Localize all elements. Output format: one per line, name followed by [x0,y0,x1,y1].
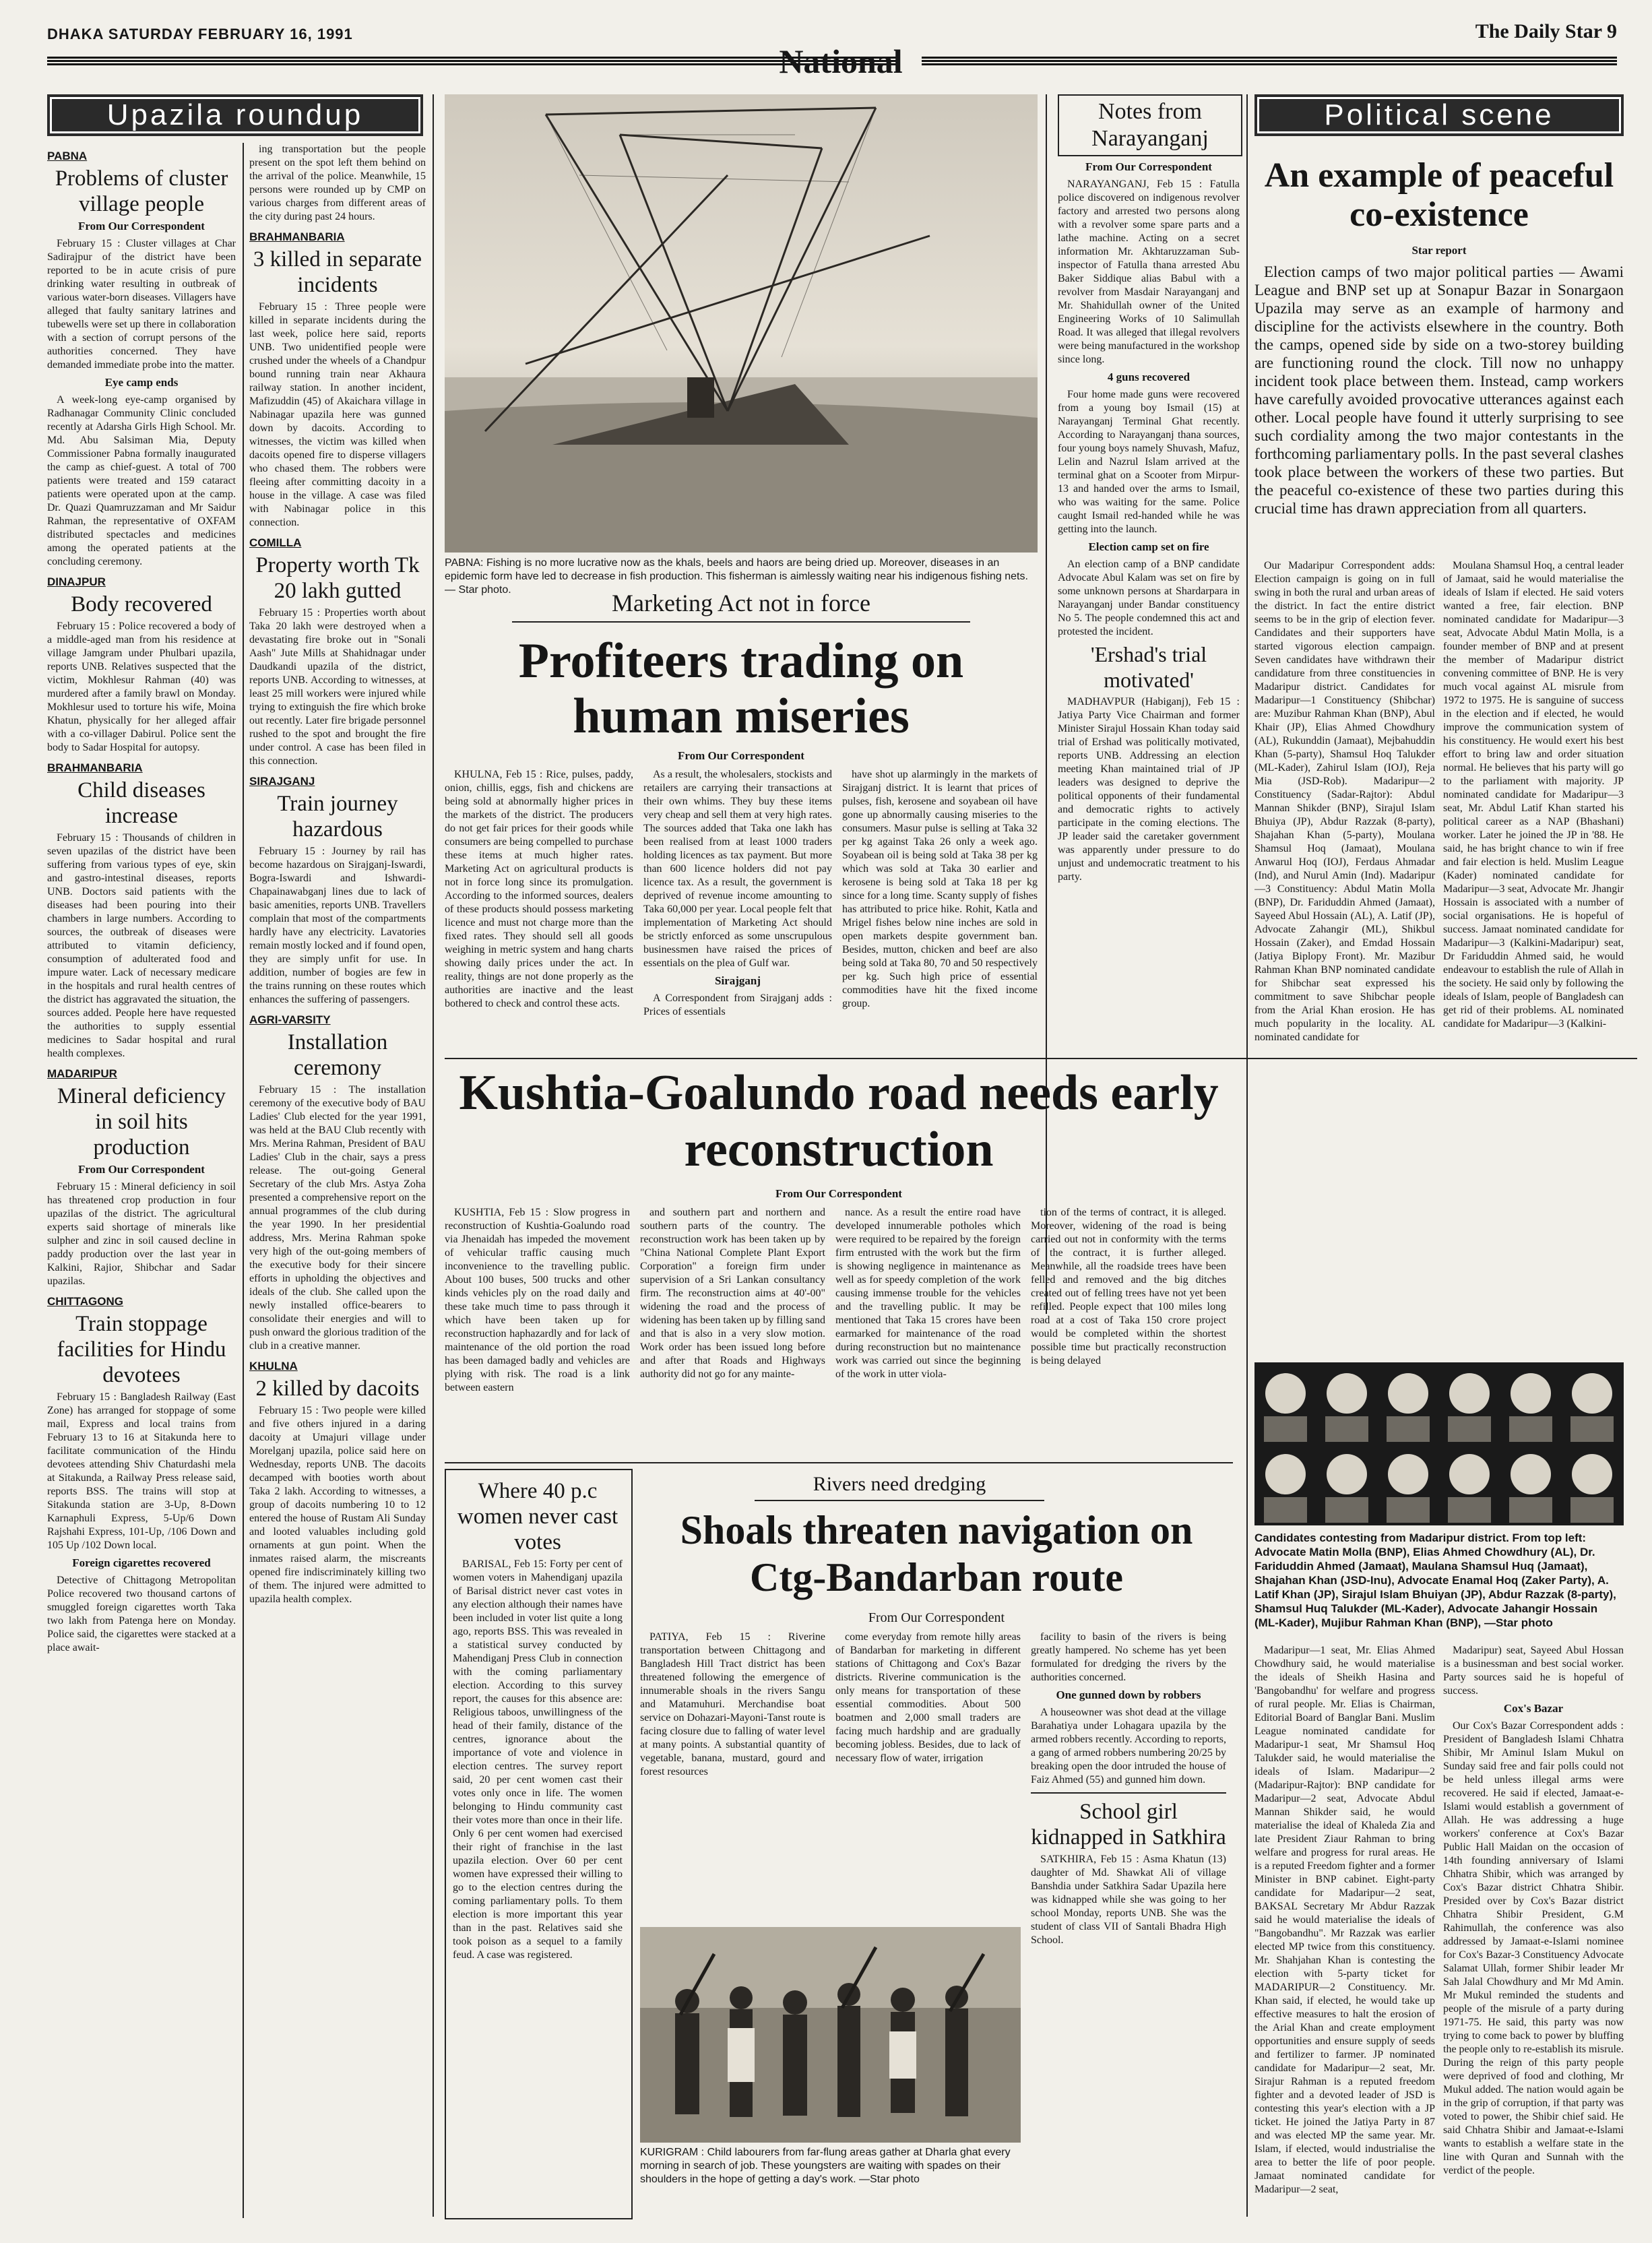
kicker-marketing-act: Marketing Act not in force [612,590,870,617]
story-body: Four home made guns were recovered from a young boy Ismail (15) at Narayanganj Terminal Ghat recently. According to Narayanganj thana sources, four young boys namely Shuvash, Mafuz, Lelin and Nazrul Islam arrived at the terminal ghat on a Scooter from Mirpur-13 and handed over the arms to Ismail, who was waiting for the same. Police caught Ismail red-handed while he was getting into the launch. [1058,389,1240,535]
headline-installation: Installation ceremony [287,1030,388,1080]
byline: From Our Correspondent [775,1187,902,1200]
column-rule [243,143,244,2218]
kushtia-column-4 [1031,1206,1226,1455]
story-body: NARAYANGANJ, Feb 15 : Fatulla police discovered on indigenous revolver factory and arrested two persons along with a revolver some spare parts and a lathe machine. Acting on a secret information Mr. Akhtaruzzaman Sub-inspector of Fatulla thana arrested Abu Baker Siddique alias Babul with a revolver from Masdair Narayanganj and Mr. Shahidullah owner of the United Engineering Works of 10 Salimullah Road. It was alleged that illegal revolvers were being manufactured in the workshop since long. [1058,179,1240,365]
story-body: February 15 : Properties worth about Taka 20 lakh were destroyed when a devastating fire broke out in "Sonali Aash" Jute Mills at Shahidnagar under Daudkandi upazila of the district, reports UNB. According to witnesses, at least 25 mill workers were injured while trying to extinguish the fire which broke out recently. Later fire brigade personnel rushed to the spot and brought the fire under control. A case has been filed in this connection. [249,607,426,767]
subhead-coxs-bazar: Cox's Bazar [1503,1702,1564,1715]
story-body: tion of the terms of contract, it is alleged. Moreover, widening of the road is being carried out not in conformity with the terms of the contract, it is further alleged. Meanwhile, all the roadside trees have been felled and removed and the big ditches created out of felling trees have not yet been refilled. People expect that 100 miles long road at a cost of Taka 150 crore project would be completed within the shortest possible time but practically reconstruction is being delayed [1031,1207,1226,1366]
candidate-portraits [1254,1362,1624,1525]
subhead-sirajganj: Sirajganj [715,974,761,987]
story-body: An election camp of a BNP candidate Advocate Abul Kalam was set on fire by some unknown persons at Shardarpara in Narayanganj under Bandar constituency No 5. The people condemned this act and protested the incident. [1058,559,1240,637]
story-body: PATIYA, Feb 15 : Riverine transportation between Chittagong and Bangladesh Hill Tract district has been threatened following the emergence of innumerable shoals in the rivers Sangu and Matamuhuri. Merchandise boat service on Dohazari-Mayoni-Tanst route is facing closure due to falling of water level at many points. A substantial quantity of vegetable, banana, mustard, gourd and forest resources [640,1631,825,1777]
dateline: DHAKA SATURDAY FEBRUARY 16, 1991 [47,26,353,42]
kushtia-column-1 [445,1206,630,1455]
political-column-3 [1254,1644,1435,2217]
headline-cluster-village: Problems of cluster village people [55,166,228,216]
notes-column [1058,159,1240,1052]
subhead-eye-camp: Eye camp ends [104,376,179,389]
caption-text: KURIGRAM : Child labourers from far-flung areas gather at Dharla ghat every morning in search of job. These youngsters are waiting with spades on their shoulders in the hope of getting a day's work. [640,2147,1011,2185]
story-body: February 15 : Thousands of children in seven upazilas of the district have been suffering from various types of eye, skin and gastro-intestinal diseases, reports UNB. Doctors said patients with the diseases had been pouring into their chambers in large numbers. According to sources, the outbreak of diseases were attributed to vitamin deficiency, consumption of adulterated food and impure water. Lack of necessary medicare in the hospitals and rural health centres of the district has aggravated the situation, the sources added. People here have requested the authorities to supply essential medicines to Sadar hospital and rural health complexes. [47,832,236,1059]
story-body: Madaripur—1 seat, Mr. Elias Ahmed Chowdhury said, he would materialise the ideals of Sheikh Hasina and 'Bangobandhu' for welfare and progress of rural people. Mr. Elias is Chairman, Editorial Board of Banglar Bani. Muslim League nominated candidate for Madaripur-1 seat, Mr Shamsul Hoq Talukder said, he would materialise the ideals of Islam. Madaripur—2 (Madaripur-Rajtor): BNP candidate for Madaripur—2 seat, Advocate Abdul Mannan Shikder said, he would materialise the ideal of Khaleda Zia and late President Ziaur Rahman to bring welfare and progress for rural areas. He is a reputed Freedom fighter and a former Minister in BNP cabinet. Eight-party candidate for Madaripur—2 seat, BAKSAL Secretary Mr Abdur Razzak said he would materialise the ideals of "Bangobandhu". Mr Razzak was earlier elected MP twice from this constituency. Mr. Shahjahan Khan is contesting the election with 5-party ticket for MADARIPUR—2 Constituency. Mr. Khan said, if elected, he would take up effective measures to halt the erosion of the Arial Khan and create employment opportunities and ensure supply of seeds and fertilizer to farmer. JP nominated candidate for Madaripur—2 seat, Mr. Sirajur Rahman is a reputed freedom fighter and a devoted leader of JSD is contesting this year's election with a JP ticket. He joined the Jatiya Party in 87 and was elected MP the same year. Mr. Islam, if elected, would industrialise the area to better the life of poor people. Jamaat nominated candidate for Madaripur—2 seat, [1254,1645,1435,2195]
headline-women-votes: Where 40 p.c women never cast votes [457,1479,618,1554]
story-body: Detective of Chittagong Metropolitan Police recovered two thousand cartons of smuggled foreign cigarettes worth Taka two lakh from Patenga here on Monday. Police said, the cigarettes were stacked at a place await- [47,1575,236,1653]
kurigram-photo [640,1927,1021,2143]
tag-pabna: PABNA [47,150,88,162]
section-rule [445,1462,1233,1463]
header-rule-right [922,57,1617,66]
story-body: MADHAVPUR (Habiganj), Feb 15 : Jatiya Party Vice Chairman and former Minister Sirajul Hossain Khan today said trial of Ershad was politically motivated, reports UNB. Addressing an election meeting Khan maintained trial of JP leaders was designed to deprive the political opponents of their fundamental and democratic rights to actively participate in the coming elections. The JP leader said the caretaker government was apparently under pressure to do unjust and undemocratic treatment to his party. [1058,696,1240,883]
subhead-cigarettes: Foreign cigarettes recovered [72,1556,211,1569]
tag-brahmanbaria: BRAHMANBARIA [47,761,143,774]
photo-credit: —Star photo [859,2174,920,2185]
fishing-photo [445,94,1038,552]
story-rule [1031,1792,1226,1794]
market-column-2 [643,768,832,1051]
story-body: KHULNA, Feb 15 : Rice, pulses, paddy, onion, chillis, eggs, fish and chickens are being sold at abnormally higher prices in the markets of the district. The producers do not get fair prices for their goods while consumers are being compelled to purchase these items at much higher rates. Marketing Act on agricultural products is not in force long since its promulgation. According to the informed sources, dealers of these products should possess marketing licence and must not charge more than the fixed rates. They should sell all goods weighing in metric system and hang charts showing daily prices under the act. In reality, things are not done properly as the authorities are inactive and the least bothered to check and control these acts. [445,769,633,1009]
headline-dacoits: 2 killed by dacoits [255,1377,420,1401]
kicker-rule [755,1500,1044,1501]
headline-ershad: 'Ershad's trial motivated' [1090,642,1207,692]
story-body: nance. As a result the entire road have developed innumerable potholes which were required to be repaired by the foreign firm entrusted with the work but the firm is showing negligence in maintenance as well as for speedy completion of the work causing immense trouble for the vehicles and the travelling public. It may be mentioned that Taka 15 crores have been earmarked for maintenance of the road during reconstruction but no maintenance work was carried out since the beginning of the work in utter viola- [835,1207,1021,1380]
story-body: Election camps of two major political parties — Awami League and BNP set up at Sonapur Bazar in Sonargaon Upazila may serve as an example of harmony and discipline for the activists elsewhere in the country. Both the camps, opened side by side on a two-storey building are functioning round the clock. Till now no unhappy incident took place between them. Instead, camp workers have carefully avoided provocative utterances against each other. Local people have found it utterly surprising to see such cordiality among the two major contestants in the forthcoming parliamentary polls. In the past several clashes took place between the workers of these two parties. But the peaceful co-existence of these two parties during this crucial time has drawn appreciation from all quarters. [1254,263,1624,517]
candidates-caption [1254,1531,1624,1630]
story-body: February 15 : Mineral deficiency in soil has threatened crop production in four upazilas of the district. The agricultural experts said shortage of minerals like sulpher and zinc in soil caused decline in paddy production over the last year in Kalkini, Rajior, Shibchar and Sadar upazilas. [47,1181,236,1287]
story-body: facility to basin of the rivers is being greatly hampered. No scheme has yet been formulated for dredging the rivers by the authorities concerned. [1031,1631,1226,1683]
kushtia-column-2 [640,1206,825,1455]
kushtia-column-3 [835,1206,1021,1455]
story-continued: ing transportation but the people present on the spot left them behind on the arrival of the police. Meanwhile, 15 persons were rounded up by CMP on various charges from different areas of the city during past 24 hours. [249,144,426,222]
column-1 [47,143,236,2218]
subhead-guns: 4 guns recovered [1107,371,1190,383]
tag-dinajpur: DINAJPUR [47,575,106,588]
rivers-column-2 [835,1631,1021,1914]
column-rule [1246,94,1248,2217]
political-lead [1254,263,1624,554]
women-story [453,1476,623,2210]
candidates-photo-grid [1254,1362,1624,1525]
tag-madaripur: MADARIPUR [47,1067,117,1080]
caption-text: Candidates contesting from Madaripur district. From top left: Advocate Matin Molla (BNP), Elias Ahmed Chowdhury (AL), Dr. Fariduddin Ahmed (Jamaat), Maulana Shamsul Huq (Jamaat), Shajahan Khan (JSD-Inu), Advocate Enamal Hoq (Zaker Party), A. Latif Khan (JP), Sirajul Islam Bhuiyan (JP), Abdur Razzak (8-party), Shamsul Huq Talukder (ML-Kader), Advocate Jahangir Hossain (ML-Kader), Mujibur Rahman Khan (BNP), [1254,1531,1616,1629]
story-body: A Correspondent from Sirajganj adds : Prices of essentials [643,992,832,1017]
political-column-1 [1254,559,1435,1354]
market-column-3 [842,768,1038,1051]
kicker-rivers: Rivers need dredging [813,1473,986,1495]
story-body: BARISAL, Feb 15: Forty per cent of women voters in Mahendiganj upazila of Barisal district never cast votes in any election although their names have been included in voter list quite a long ago, reports BSS. This was revealed in a statistical survey conducted by Mahendiganj Press Club in connection with the coming parliamentary election. According to this survey report, the causes for this absence are: Religious taboos, unwillingness of the head of their family, distance of the centres, ignorance about the importance of vote and violence in election centres. The survey report said, 20 per cent women cast their votes only once in life. The women belonging to Hindu community cast their votes more than once in their life. Only 6 per cent women had exercised their right of franchise in the last upazila election. Over 60 per cent women have expressed their willing to go to the election centres during the coming parliamentary polls. To them election is more important this year than in the past. Relatives said she took poison as a sequel to a family feud. A case was registered. [453,1558,623,1961]
headline-train-journey: Train journey hazardous [277,792,398,842]
story-body: Our Madaripur Correspondent adds: Election campaign is going on in full swing in both the rural and urban areas of the district. In fact the entire district seems to be in the grip of election fever. Candidates and their supporters have started vigorous election campaign. Seven candidates have withdrawn their candidature from three constituencies in Madaripur district. Candidates for Madaripur—1 Constituency (Shibchar) are: Muzibur Rahman Khan (BNP), Abul Khair (JP), Elias Ahmed Chowdhury (AL), Rukunddin (Jamaat), Mejbahuddin Khan (5-party), Shamsul Hoq Talukder (ML-Kader), Zahirul Islam (IOJ), Reja Mia (JSD-Rob). Madaripur—2 Constituency (Sadar-Rajtor): Abdul Mannan Shikder (BNP), Sirajul Islam Bhuiya (JP), Abdur Razzak (8-party), Shajahan Khan (5-party), Moulana Shamsul Hoq (Jamaat), Moulana Anwarul Hoq (IOJ), Ferdaus Ahmadar (Ind), and Nurul Amin (Ind). Madaripur—3 Constituency: Abdul Matin Molla (BNP), Dr. Fariduddin Ahmed (Jamaat), Sayeed Abul Hossain (AL), A. Latif (JP), Advocate Zahangir (ML), Shikbul Hossain (Zaker), and Emdad Hossain (Jatiya Biplopy Front). Mr. Mazibur Rahman Khan BNP nominated candidate for Shibchar seat expressed his commitment to save Shibchar people from the Arial Khan erosion. He has much popularity in the locality. AL nominated candidate for [1254,560,1435,1043]
byline: Star report [1411,244,1467,257]
headline-kushtia: Kushtia-Goalundo road needs early reconstruction [459,1065,1219,1177]
headline-mineral-deficiency: Mineral deficiency in soil hits production [57,1084,226,1160]
byline: From Our Correspondent [78,220,205,232]
headline-school-girl: School girl kidnapped in Satkhira [1031,1800,1226,1850]
story-body: February 15 : Journey by rail has become hazardous on Sirajganj-Iswardi, Bogra-Iswardi and Ishwardi-Chapainawabganj lines due to lack of basic amenities, reports UNB. Travellers complain that most of the compartments hardly have any electricity. Lavatories remain mostly locked and if found open, they are simply unfit for use. In addition, number of bogies are few in the trains running on these routes which enhances the suffering of passengers. [249,846,426,1005]
story-body: February 15 : Bangladesh Railway (East Zone) has arranged for stoppage of some mail, Express and local trains from February 13 to 16 at Sitakunda here to facilitate communication of the Hindu devotees attending Shiv Chaturdashi mela at Sitakunda, a Railway Press release said, reports BSS. The trains will stop at Sitakunda station are 3-Up, 8-Down Karnaphuli Express, 5-Up/6 Down Rajshahi Express, 101-Up, /106 Down and 105 Up /102 Down local. [47,1391,236,1551]
story-body: come everyday from remote hilly areas of Bandarban for marketing in different stations of Chittagong and Cox's Bazar districts. Riverine communication is the only means for transportation of these essential commodities. About 500 boatmen and 2,000 small traders are facing much hardship and are gradually becoming jobless. Besides, due to lack of necessary flow of water, irrigation [835,1631,1021,1764]
photo-credit: —Star photo [1484,1616,1553,1629]
subhead-gunned-down: One gunned down by robbers [1056,1688,1201,1701]
story-body: February 15 : Police recovered a body of a middle-aged man from his residence at village Jamgram under Phulbari upazila, reports UNB. Relatives suspected that the victim, Mokhlesur Rahman (40) was murdered after a family brawl on Monday. Mokhlesur used to torture his wife, Moina Khatun, physically for her alleged affair with a co-villager Dabirul. Police sent the body to Sadar Hospital for autopsy. [47,621,236,753]
photo-credit: — Star photo. [445,584,511,596]
kicker-rule [512,621,970,623]
story-body: February 15 : The installation ceremony of the executive body of BAU Ladies' Club elected for the year 1991, was held at the BAU Club recently with Mrs. Merina Rahman, President of BAU Ladies' Club in the chair, says a press release. The out-going General Secretary of the club Mrs. Astya Zoha presented a comprehensive report on the annual programmes of the club during the year 1990. In her presidential address, Mrs. Merina Rahman spoke very high of the out-going members of the executive body for their sincere efforts in upholding the objectives and ideals of the club. She called upon the newly installed office-bearers to consolidate their energies and will to push onward the glorious tradition of the club in a creative manner. [249,1084,426,1352]
headline-child-diseases: Child diseases increase [77,778,205,828]
story-body: February 15 : Two people were killed and five others injured in a daring dacoity at Umajuri village under Morelganj upazila, police said here on Wednesday, reports UNB. The dacoits decamped with booties worth about Taka 2 lakh. According to witnesses, a group of dacoits numbering 10 to 12 entered the house of Rustam Ali Sunday and looted valuables including gold ornaments at gun point. When the inmates raised alarm, the miscreants opened fire indiscriminately killing two of them. The injured were admitted to upazila health complex. [249,1405,426,1605]
tag-agri-varsity: AGRI-VARSITY [249,1013,331,1026]
column-rule [433,94,434,2217]
notes-title: Notes from Narayanganj [1058,94,1242,156]
headline-property: Property worth Tk 20 lakh gutted [255,553,420,603]
story-body: February 15 : Three people were killed in separate incidents during the last week, police here said, reports UNB. Two unidentified people were crushed under the wheels of a Chandpur bound running train near Akhaura railway station. In another incident, Mafizuddin (45) of Akaichara village in Nabinagar upazila here was gunned down by dacoits. According to witnesses, the victim was killed when dacoits opened fire to disperse villagers who chased them. The robbers were fleeing after committing dacoity in a house in the village. A case was filed with Nabinagar police in this connection. [249,301,426,528]
tag-comilla: COMILLA [249,536,302,549]
story-body: Our Cox's Bazar Correspondent adds : President of Bangladesh Islami Chhatra Shibir, Mr Aminul Islam Mukul on Sunday said free and fair polls could not be held unless illegal arms were recovered. He said if elected, Jamaat-e-Islami would establish a government of Allah. He was addressing a huge workers' conference at Cox's Bazar Public Hall Maidan on the occasion of 14th founding anniversary of Islami Chhatra Shibir, which was arranged by Cox's Bazar district Chhatra Shibir. Presided over by Cox's Bazar district Chhatra Shibir President, G.M Rahimullah, the conference was also addressed by Jamaat-e-Islami nominee for Cox's Bazar-3 Constituency Advocate Salamat Ullah, former Shibir leader Mr Sah Jalal Chowdhury and Mr Md Amin. Mr Mukul reminded the students and people of the misrule of a party during 1971-75. He said, this party was now trying to come back to power by bluffing the people only to re-establish its misrule. During the reign of this party people were deprived of food and clothing, Mr Mukul added. The nation would again be in the grip of corruption, if that party was voted to power, the Shibir chief said. He said Chhatra Shibir and Jamaat-e-Islami wants to establish a welfare state in the line with Quran and Sunnah with the verdict of the people. [1443,1720,1624,2176]
byline: From Our Correspondent [868,1610,1005,1625]
page-number: 9 [1607,20,1617,42]
rivers-column-1 [640,1631,825,1914]
fishing-photo-illustration [445,94,1038,552]
kurigram-photo-illustration [640,1927,1021,2143]
headline-body-recovered: Body recovered [71,592,212,617]
rivers-column-3 [1031,1631,1226,2217]
column-2 [249,143,426,2218]
story-body: have shot up alarmingly in the markets of Sirajganj district. It is learnt that prices of pulses, fish, kerosene and soyabean oil have gone up abnormally causing miseries to the consumers. Masur pulse is selling at Taka 32 per kg against Taka 26 only a week ago. Soyabean oil is being sold at Taka 38 per kg which was sold at Taka 30 earlier and kerosene is being sold at Taka 18 per kg since for a long time. Scanty supply of fishes has attributed to price hike. Rohit, Katla and Mrigel fishes below nine inches are sold in open markets despite government ban. Besides, mutton, chicken and beef are also being sold at Taka 80, 70 and 50 respectively per kg. Such high price of essential commodities have hit the fixed income group. [842,769,1038,1009]
market-column-1 [445,768,633,1051]
section-title: National [779,42,903,80]
story-body: and southern part and northern and southern parts of the country. The reconstruction work has been taken up by "China National Complete Plant Export Corporation" a foreign firm under supervision of a Sri Lankan consultancy firm. The reconstruction aims at 40'-00" widening the road and the process of widening has been taken up by filling sand and that is also in a very slow motion. Work order has been issued long before and after that Roads and Highways authority did not go for any mainte- [640,1207,825,1380]
story-body: As a result, the wholesalers, stockists and retailers are carrying their transactions at their own whims. They buy these items very cheap and sell them at very high rates. The sources added that Taka one lakh has been realised from at least 1000 traders holding licences as tax payment. But more than 600 licence holders did not pay licence tax. As a result, the government is deprived of revenue income amounting to Taka 60,000 per year. Local people felt that implementation of Marketing Act should be strictly enforced as some unscrupulous businessmen have raised the prices of essentials on the plea of Gulf war. [643,769,832,969]
paper-name [1475,20,1617,43]
headline-3-killed: 3 killed in separate incidents [253,247,422,297]
story-body: Moulana Shamsul Hoq, a central leader of Jamaat, said he would materialise the ideals of Islam if elected. He said voters wanted a free, fair election. BNP nominated candidate for Madaripur—3 seat, Advocate Abdul Matin Molla, is a founder member of BNP and at present the member of Madaripur district convening committee of BNP. He is very much vocal against AL misrule from 1972 to 1975. He is sanguine of success in the election and if elected, he would improve the communication system of his constituency. He would exert his best effort to bring law and order situation normal. He believes that his party will go to the parliament with majority. JP nominated candidate for Madaripur—3 seat, Mr. Abdul Latif Khan started his political career as a NAP (Bhashani) worker. Later he joined the JP in '88. He said, he has bright chance to win if free and fair election is held. Muslim League (Kader) nominated candidate for Madaripur—3 seat, Advocate Mr. Jhangir Hossain is associated with a number of social organisations. He is hopeful of success. Jamaat nominated candidate for Madaripur—3 (Kalkini-Madaripur) seat, Dr Fariduddin Ahmed said, he would endeavour to establish the rule of Allah in the society. He said only by following the ideals of Islam, people of Bangladesh can get rid of their problems. AL nominated candidate for Madaripur—3 (Kalkini- [1443,560,1624,1030]
headline-co-existence: An example of peaceful co-existence [1264,156,1614,234]
political-column-4 [1443,1644,1624,2217]
story-body: A houseowner was shot dead at the village Barahatiya under Lohagara upazila by the armed robbers recently. According to reports, a gang of armed robbers numbering 20/25 by breaking open the door intruded the house of Faiz Ahmed (55) and gunned him down. [1031,1707,1226,1786]
headline-shoals: Shoals threaten navigation on Ctg-Bandarban route [680,1508,1193,1600]
tag-chittagong: CHITTAGONG [47,1295,124,1308]
tag-brahmanbaria: BRAHMANBARIA [249,230,345,243]
political-banner: Political scene [1254,94,1624,136]
story-body: Madaripur) seat, Sayeed Abul Hossan is a businessman and best social worker. Party sources said he is hopeful of success. [1443,1645,1624,1697]
headline-train-stoppage: Train stoppage facilities for Hindu devotees [57,1312,226,1387]
photo-caption [640,2146,1021,2186]
subhead-election-camp: Election camp set on fire [1088,540,1209,553]
caption-text: PABNA: Fishing is no more lucrative now as the khals, beels and haors are being dried up. Moreover, diseases in an epidemic form have led to decrease in fish production. This fisherman is aimlessly waiting near his indigenous fishing nets. [445,557,1028,582]
story-body: SATKHIRA, Feb 15 : Asma Khatun (13) daughter of Md. Shawkat Ali of village Banshdia under Satkhira Sadar Upazila here was kidnapped while she was going to her school Monday, reports UNB. She was the student of class VII of Santali Bhadra High School. [1031,1854,1226,1946]
story-body: A week-long eye-camp organised by Radhanagar Community Clinic concluded recently at Adarsha Girls High School. Mr. Md. Abu Salsiman Mia, Deputy Commissioner Pabna formally inaugurated the camp as chief-guest. A total of 700 patients were treated and 159 cataract patients were operated upon at the camp. Dr. Quazi Quamruzzaman and Mr Saidur Rahman, the representative of OXFAM distributed spectacles and medicines among the operated patients at the concluding ceremony. [47,394,236,567]
story-body: KUSHTIA, Feb 15 : Slow progress in reconstruction of Kushtia-Goalundo road via Jhenaidah has impeded the movement of vehicular traffic causing much inconvenience to the travelling public. About 100 buses, 500 trucks and other kinds vehicles ply on the road daily and these take much time to pass through it which have been taken up for reconstruction haphazardly and for lack of maintenance of the old portion the road has been damaged badly and vehicles are plying with risk. The road is a link between eastern [445,1207,630,1393]
byline: From Our Correspondent [678,749,804,762]
byline: From Our Correspondent [1085,160,1212,173]
political-column-2 [1443,559,1624,1354]
story-body: February 15 : Cluster villages at Char Sadirajpur of the district have been reported to be in acute crisis of pure drinking water resulting in outbreak of various water-born diseases. Villagers have alleged that faulty sanitary latrines and tubewells were set up there in collaboration with a section of corrupt persons of the authorities concerned. They have demanded immediate probe into the matter. [47,238,236,371]
upazila-banner: Upazila roundup [47,94,423,136]
tag-khulna: KHULNA [249,1360,298,1372]
headline-profiteers: Profiteers trading on human miseries [518,633,964,744]
tag-sirajganj: SIRAJGANJ [249,775,315,788]
byline: From Our Correspondent [78,1163,205,1176]
paper-title: The Daily Star [1475,20,1602,42]
